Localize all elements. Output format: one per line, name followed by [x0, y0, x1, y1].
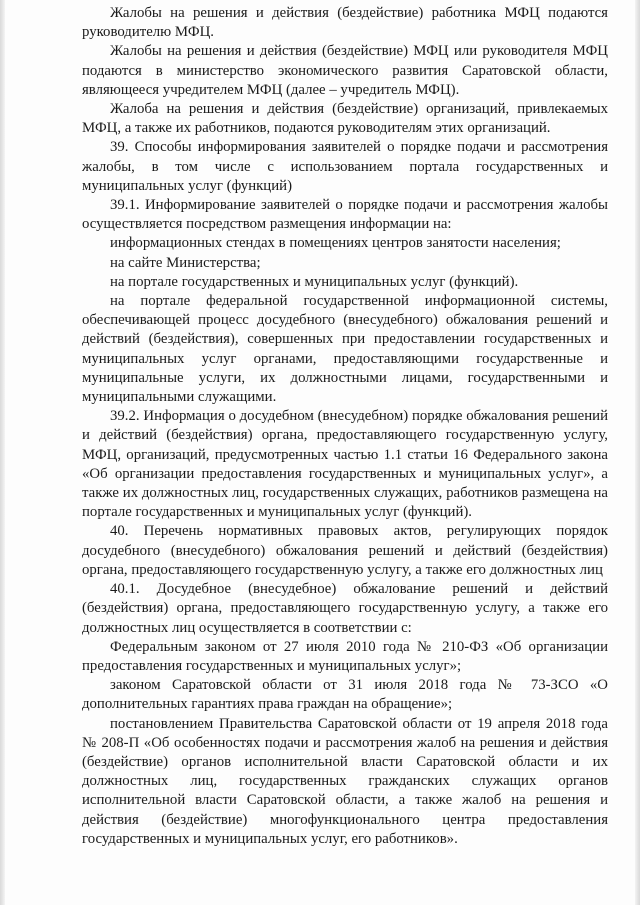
law-item-resolution-208: постановлением Правительства Саратовской области от 19 апреля 2018 года № 208-П «Об особенностях подачи и рассмотрения жалоб на решения и действия (бездействие) органов исполнительной власти Саратовской области и их должностных лиц, государственных гражданских служащих органов исполнительной власти Саратовской области, а также жалоб на решения и действия (бездействие) многофункционального центра предоставления государственных и муниципальных услуг, его работников».: [82, 715, 608, 847]
section-40-heading: 40. Перечень нормативных правовых актов, регулирующих порядок досудебного (внесудебного) обжалования решений и действий (бездействия) органа, предоставляющего государственную услугу, а также его должностных лиц: [82, 523, 608, 578]
law-item-federal-210: Федеральным законом от 27 июля 2010 года № 210-ФЗ «Об организации предоставления государственных и муниципальных услуг»;: [82, 638, 608, 674]
list-item-gov-portal: на портале государственных и муниципальных услуг (функций).: [110, 273, 519, 290]
law-item-saratov-73: законом Саратовской области от 31 июля 2018 года № 73-ЗСО «О дополнительных гарантиях права граждан на обращение»;: [82, 677, 608, 713]
list-item-federal-system-portal: на портале федеральной государственной информационной системы, обеспечивающей процесс досудебного (внесудебного) обжалования решений и действий (бездействия), совершенных при предоставлении государственных и муниципальных услуг органами, предоставляющими государственные и муниципальные услуги, их должностными лицами, государственными и муниципальными служащими.: [82, 293, 608, 406]
paragraph-40-1: 40.1. Досудебное (внесудебное) обжалование решений и действий (бездействия) органа, предоставляющего государственную услугу, а также его должностных лиц осуществляется в соответствии с:: [82, 581, 608, 636]
paragraph-39-1: 39.1. Информирование заявителей о порядке подачи и рассмотрения жалобы осуществляется посредством размещения информации на:: [82, 197, 608, 233]
scan-edge-left: [0, 0, 5, 905]
list-item-ministry-site: на сайте Министерства;: [110, 254, 261, 271]
document-body: [82, 4, 608, 849]
section-39-heading: 39. Способы информирования заявителей о порядке подачи и рассмотрения жалобы, в том числе с использованием портала государственных и муниципальных услуг (функций): [82, 139, 608, 194]
list-item-info-stands: информационных стендах в помещениях центров занятости населения;: [110, 235, 561, 252]
scan-edge-right: [635, 0, 640, 905]
paragraph-complaints-organizations: Жалоба на решения и действия (бездействие) организаций, привлекаемых МФЦ, а также их работников, подаются руководителям этих организаций.: [82, 101, 608, 137]
paragraph-39-2: 39.2. Информация о досудебном (внесудебном) порядке обжалования решений и действий (бездействия) органа, предоставляющего государственную услугу, МФЦ, организаций, предусмотренных частью 1.1 статьи 16 Федерального закона «Об организации предоставления государственных и муниципальных услуг», а также их должностных лиц, государственных служащих, работников размещена на портале государственных и муниципальных услуг (функций).: [82, 408, 608, 521]
paragraph-complaints-mfc-head: Жалобы на решения и действия (бездействие) МФЦ или руководителя МФЦ подаются в министерство экономического развития Саратовской области, являющееся учредителем МФЦ (далее – учредитель МФЦ).: [82, 43, 608, 98]
paragraph-complaints-mfc-worker: Жалобы на решения и действия (бездействие) работника МФЦ подаются руководителю МФЦ.: [82, 5, 608, 41]
